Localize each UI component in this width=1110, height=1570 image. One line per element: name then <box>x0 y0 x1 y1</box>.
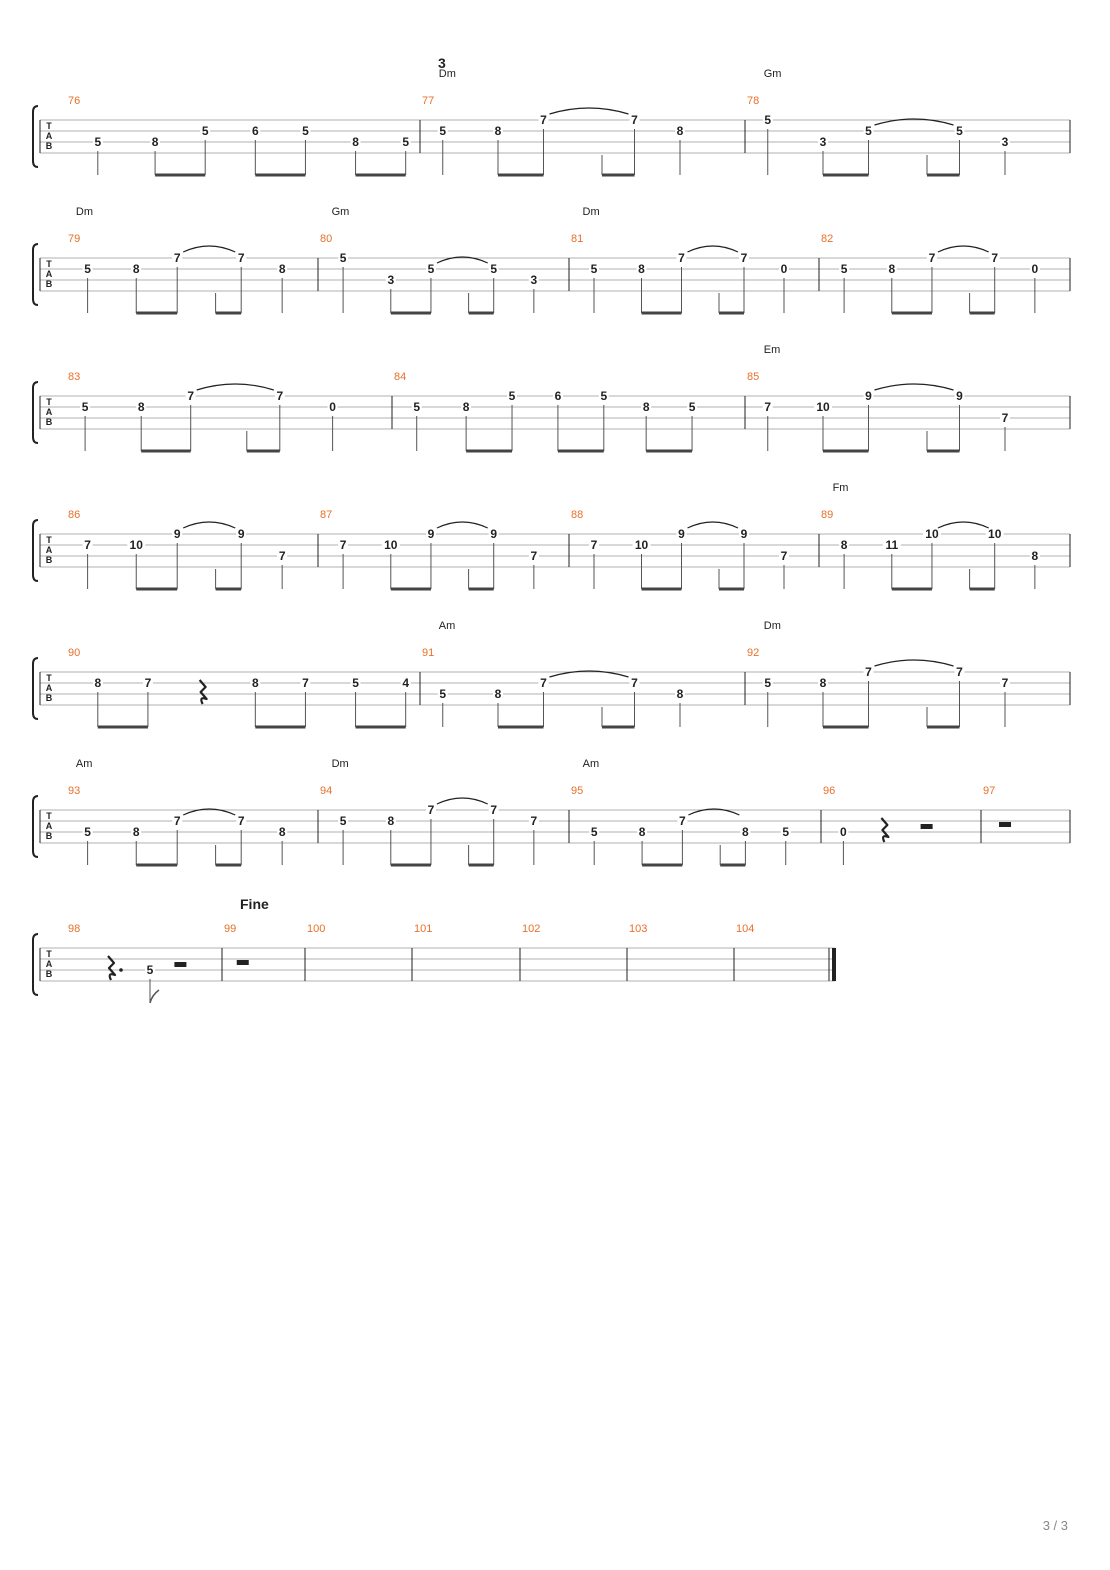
page-number: 3 / 3 <box>1042 1518 1068 1533</box>
fret-number: 5 <box>352 676 359 690</box>
whole-rest <box>237 960 249 965</box>
fret-number: 9 <box>237 527 245 541</box>
bar-number: 80 <box>320 233 333 245</box>
bar-number: 96 <box>823 785 836 797</box>
fret-number: 8 <box>278 825 286 839</box>
fret-number: 8 <box>137 400 145 414</box>
fret-number: 8 <box>888 262 896 276</box>
quarter-rest <box>200 680 207 704</box>
tab-clef-letter: T <box>46 397 52 407</box>
tab-system <box>33 68 1070 175</box>
fret-number: 5 <box>764 676 772 690</box>
fret-number: 7 <box>991 251 999 265</box>
fret-number: 8 <box>251 676 259 690</box>
fret-number: 7 <box>631 113 638 127</box>
bar-number: 85 <box>747 371 760 383</box>
fret-number: 7 <box>1001 411 1009 425</box>
bar-number: 77 <box>422 95 435 107</box>
fret-number: 7 <box>278 549 286 563</box>
tie-arc <box>437 798 488 804</box>
fret-number: 3 <box>530 273 538 287</box>
bar-number: 99 <box>224 923 237 935</box>
fret-number: 5 <box>956 124 963 138</box>
fret-number: 8 <box>840 538 848 552</box>
fret-number: 8 <box>638 262 645 276</box>
fret-number: 5 <box>439 124 447 138</box>
fret-number: 6 <box>251 124 259 138</box>
fret-number: 5 <box>146 963 154 977</box>
fret-number: 5 <box>508 389 516 403</box>
fret-number: 7 <box>590 538 598 552</box>
bar-number: 97 <box>983 785 996 797</box>
fret-number: 7 <box>339 538 347 552</box>
fret-number: 8 <box>494 124 502 138</box>
system-bracket <box>33 796 38 857</box>
fret-number: 5 <box>302 124 309 138</box>
tab-clef-letter: A <box>45 959 53 969</box>
tab-clef-letter: B <box>45 969 53 979</box>
whole-rest <box>999 822 1011 827</box>
chord-symbol: Dm <box>763 620 781 632</box>
fret-number: 5 <box>439 687 447 701</box>
system-bracket <box>33 658 38 719</box>
fret-number: 10 <box>816 400 830 414</box>
fret-number: 7 <box>187 389 195 403</box>
fret-number: 7 <box>237 814 245 828</box>
bar-number: 100 <box>307 923 326 935</box>
quarter-rest <box>108 956 115 980</box>
fret-number: 8 <box>494 687 502 701</box>
fret-number: 3 <box>819 135 827 149</box>
tab-clef-letter: T <box>46 811 52 821</box>
fret-number: 8 <box>151 135 159 149</box>
bar-number: 101 <box>414 923 433 935</box>
tab-system <box>33 758 1070 865</box>
fret-number: 10 <box>384 538 398 552</box>
fret-number: 5 <box>490 262 498 276</box>
tie-arc <box>183 522 235 528</box>
bar-number: 95 <box>571 785 584 797</box>
bar-number: 89 <box>821 509 834 521</box>
fret-number: 6 <box>554 389 562 403</box>
bar-number: 92 <box>747 647 760 659</box>
half-rest <box>174 962 186 967</box>
bar-number: 90 <box>68 647 81 659</box>
fret-number: 0 <box>1031 262 1039 276</box>
chord-symbol: Gm <box>763 68 782 80</box>
tab-system <box>33 482 1070 589</box>
tab-clef-letter: A <box>45 407 53 417</box>
tab-clef-letter: T <box>46 535 52 545</box>
fret-number: 8 <box>642 400 650 414</box>
fret-number: 0 <box>329 400 336 414</box>
fret-number: 5 <box>764 113 772 127</box>
tie-arc <box>688 522 739 528</box>
chord-symbol: Dm <box>75 206 94 218</box>
system-bracket <box>33 244 38 305</box>
fret-number: 5 <box>94 135 102 149</box>
fret-number: 8 <box>676 124 684 138</box>
fret-number: 8 <box>278 262 286 276</box>
fret-number: 8 <box>462 400 470 414</box>
note-flag <box>150 990 159 1003</box>
tie-arc <box>183 246 235 252</box>
fret-number: 7 <box>865 665 872 679</box>
fine-label: Fine <box>240 896 269 912</box>
tab-clef-letter: T <box>46 259 52 269</box>
fret-number: 5 <box>339 251 347 265</box>
system-bracket <box>33 520 38 581</box>
fret-number: 7 <box>173 251 181 265</box>
fret-number: 5 <box>840 262 848 276</box>
tie-arc <box>938 246 989 252</box>
fret-number: 7 <box>540 113 547 127</box>
chord-symbol: Dm <box>331 758 349 770</box>
fret-number: 3 <box>387 273 395 287</box>
tab-clef-letter: A <box>45 683 53 693</box>
tie-arc <box>437 522 488 528</box>
fret-number: 7 <box>427 803 435 817</box>
tie-arc <box>197 384 274 390</box>
fret-number: 7 <box>679 814 686 828</box>
fret-number: 9 <box>678 527 685 541</box>
fret-number: 5 <box>339 814 347 828</box>
tie-arc <box>938 522 989 528</box>
tab-system <box>33 206 1070 313</box>
fret-number: 7 <box>84 538 91 552</box>
bar-number: 94 <box>320 785 333 797</box>
fret-number: 10 <box>129 538 143 552</box>
fret-number: 8 <box>387 814 395 828</box>
bar-number: 83 <box>68 371 81 383</box>
tab-clef-letter: T <box>46 673 52 683</box>
half-rest <box>921 824 933 829</box>
tie-arc <box>875 660 954 666</box>
chord-symbol: Dm <box>438 68 456 80</box>
fret-number: 5 <box>84 825 91 839</box>
fret-number: 8 <box>94 676 102 690</box>
chord-symbol: Gm <box>331 206 350 218</box>
fret-number: 5 <box>402 135 410 149</box>
fret-number: 7 <box>956 665 963 679</box>
bar-number: 104 <box>736 923 755 935</box>
bar-number: 88 <box>571 509 584 521</box>
fret-number: 8 <box>352 135 359 149</box>
tab-clef-letter: A <box>45 545 53 555</box>
system-bracket <box>33 106 38 167</box>
tie-arc <box>550 108 629 114</box>
fret-number: 5 <box>600 389 608 403</box>
quarter-rest <box>881 818 888 842</box>
fret-number: 8 <box>132 825 140 839</box>
fret-number: 4 <box>402 676 410 690</box>
tab-clef-letter: B <box>45 417 53 427</box>
tab-clef-letter: A <box>45 269 53 279</box>
fret-number: 8 <box>742 825 749 839</box>
tab-clef-letter: B <box>45 141 53 151</box>
fret-number: 7 <box>302 676 309 690</box>
tab-clef-letter: B <box>45 555 53 565</box>
tab-clef-letter: A <box>45 821 53 831</box>
chord-symbol: Am <box>75 758 93 770</box>
fret-number: 8 <box>638 825 646 839</box>
fret-number: 7 <box>631 676 638 690</box>
bar-number: 87 <box>320 509 333 521</box>
fret-number: 9 <box>490 527 498 541</box>
fret-number: 5 <box>590 262 598 276</box>
tab-system <box>33 923 835 1003</box>
tab-system <box>33 344 1070 451</box>
tab-clef-letter: A <box>45 131 53 141</box>
system-bracket <box>33 934 38 995</box>
fret-number: 10 <box>925 527 939 541</box>
fret-number: 7 <box>173 814 181 828</box>
fret-number: 5 <box>413 400 421 414</box>
fret-number: 9 <box>956 389 963 403</box>
system-bracket <box>33 382 38 443</box>
bar-number: 81 <box>571 233 584 245</box>
bar-number: 93 <box>68 785 81 797</box>
chord-symbol: Am <box>438 620 456 632</box>
fret-number: 9 <box>427 527 435 541</box>
fret-number: 5 <box>865 124 872 138</box>
tab-clef-letter: B <box>45 831 53 841</box>
fret-number: 7 <box>144 676 152 690</box>
fret-number: 8 <box>676 687 684 701</box>
fret-number: 7 <box>276 389 284 403</box>
bar-number: 78 <box>747 95 760 107</box>
fret-number: 8 <box>132 262 140 276</box>
fret-number: 7 <box>678 251 685 265</box>
fret-number: 0 <box>840 825 847 839</box>
chord-symbol: Am <box>582 758 600 770</box>
fret-number: 7 <box>928 251 936 265</box>
fret-number: 11 <box>885 538 899 552</box>
fret-number: 9 <box>865 389 872 403</box>
fret-number: 7 <box>490 803 498 817</box>
fret-number: 7 <box>740 251 748 265</box>
bar-number: 76 <box>68 95 81 107</box>
systems-layer <box>33 68 1070 1003</box>
bar-number: 84 <box>394 371 407 383</box>
fret-number: 3 <box>1001 135 1009 149</box>
fret-number: 5 <box>782 825 790 839</box>
bar-number: 82 <box>821 233 834 245</box>
fret-number: 7 <box>530 549 538 563</box>
fret-number: 0 <box>780 262 788 276</box>
fret-number: 5 <box>427 262 435 276</box>
fret-number: 9 <box>740 527 748 541</box>
bar-number: 102 <box>522 923 541 935</box>
rest-dot <box>119 968 123 972</box>
fret-number: 9 <box>173 527 181 541</box>
fret-number: 5 <box>81 400 89 414</box>
tab-clef-letter: B <box>45 693 53 703</box>
chord-symbol: Fm <box>832 482 849 494</box>
tab-system <box>33 620 1070 727</box>
fret-number: 7 <box>764 400 772 414</box>
fret-number: 5 <box>688 400 696 414</box>
fret-number: 7 <box>530 814 538 828</box>
tab-clef-letter: B <box>45 279 53 289</box>
tab-clef-letter: T <box>46 121 52 131</box>
fret-number: 5 <box>84 262 91 276</box>
fret-number: 7 <box>780 549 788 563</box>
fret-number: 5 <box>590 825 598 839</box>
tab-clef-letter: T <box>46 949 52 959</box>
bar-number: 86 <box>68 509 81 521</box>
fret-number: 7 <box>540 676 547 690</box>
tie-arc <box>875 384 954 390</box>
fret-number: 7 <box>1001 676 1009 690</box>
bar-number: 98 <box>68 923 81 935</box>
fret-number: 8 <box>1031 549 1039 563</box>
fret-number: 8 <box>819 676 827 690</box>
bar-number: 79 <box>68 233 81 245</box>
section-marker: 3 <box>438 55 446 71</box>
fret-number: 5 <box>201 124 209 138</box>
fret-number: 10 <box>988 527 1002 541</box>
fret-number: 10 <box>634 538 649 552</box>
fret-number: 7 <box>237 251 245 265</box>
bar-number: 91 <box>422 647 435 659</box>
bar-number: 103 <box>629 923 648 935</box>
chord-symbol: Em <box>763 344 781 356</box>
tie-arc <box>688 246 739 252</box>
chord-symbol: Dm <box>582 206 600 218</box>
